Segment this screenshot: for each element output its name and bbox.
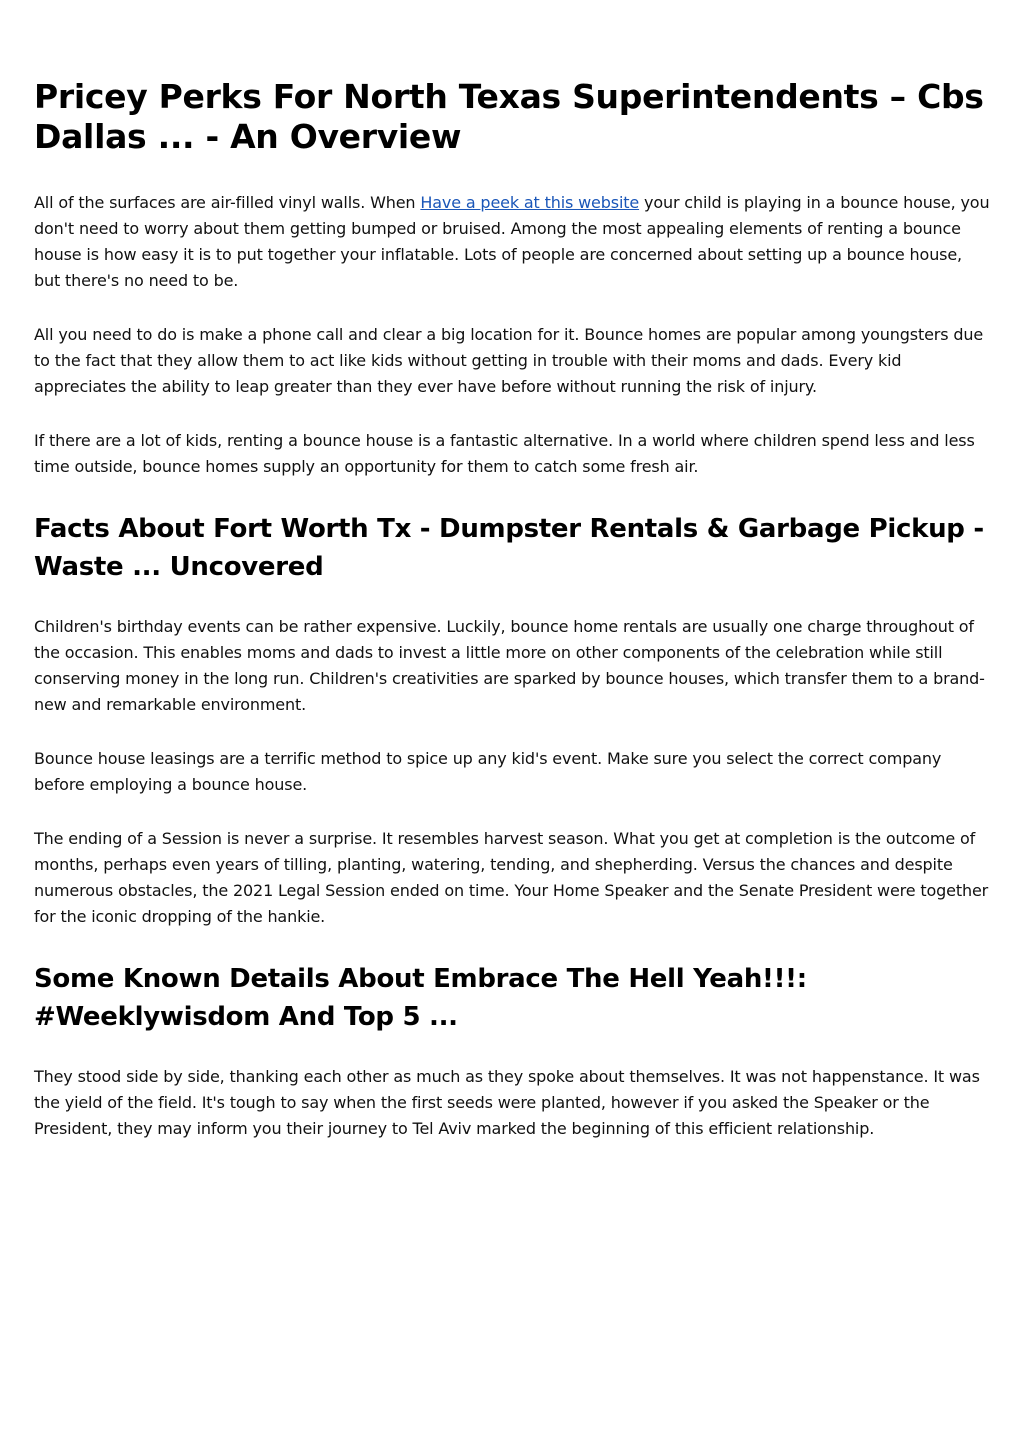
paragraph-5: Bounce house leasings are a terrific method to spice up any kid's event. Make sure you select the correct company before employing a bounce house.: [34, 749, 942, 794]
paragraph-7: They stood side by side, thanking each other as much as they spoke about themselves. It was not happenstance. It was the yield of the field. It's tough to say when the first seeds were planted, however if you asked the Speaker or the President, they may inform you their journey to Tel Aviv marked the beginning of this efficient relationship.: [34, 1067, 980, 1138]
section-heading-3: Some Known Details About Embrace The Hell Yeah!!!: #Weeklywisdom And Top 5 ...: [34, 964, 807, 1032]
section-heading-2: Facts About Fort Worth Tx - Dumpster Rentals & Garbage Pickup - Waste ... Uncovered: [34, 514, 984, 582]
paragraph-6: The ending of a Session is never a surprise. It resembles harvest season. What you get at completion is the outcome of months, perhaps even years of tilling, planting, watering, tending, and shepherding. Versus the chances and despite numerous obstacles, the 2021 Legal Session ended on time. Your Home Speaker and the Senate President were together for the iconic dropping of the hankie.: [34, 829, 989, 926]
paragraph-1-lead: All of the surfaces are air-filled vinyl walls. When: [34, 193, 421, 212]
paragraph-1-tail: your child is playing in a bounce house, you don't need to worry about them getting bumped or bruised. Among the most appealing elements of renting a bounce house is how easy it is to put together your inflatable. Lots of people are concerned about setting up a bounce house, but there's no need to be.: [34, 193, 990, 290]
paragraph-4: Children's birthday events can be rather expensive. Luckily, bounce home rentals are usually one charge throughout of the occasion. This enables moms and dads to invest a little more on other components of the celebration while still conserving money in the long run. Children's creativities are sparked by bounce houses, which transfer them to a brand-new and remarkable environment.: [34, 617, 985, 714]
website-link[interactable]: Have a peek at this website: [420, 193, 640, 212]
paragraph-2: All you need to do is make a phone call and clear a big location for it. Bounce homes are popular among youngsters due to the fact that they allow them to act like kids without getting in trouble with their moms and dads. Every kid appreciates the ability to leap greater than they ever have before without running the risk of injury.: [34, 325, 984, 396]
paragraph-1: [34, 190, 990, 294]
main-title: Pricey Perks For North Texas Superintendents – Cbs Dallas ... - An Overview: [34, 77, 984, 156]
paragraph-3: If there are a lot of kids, renting a bounce house is a fantastic alternative. In a world where children spend less and less time outside, bounce homes supply an opportunity for them to catch some fresh air.: [34, 431, 975, 476]
